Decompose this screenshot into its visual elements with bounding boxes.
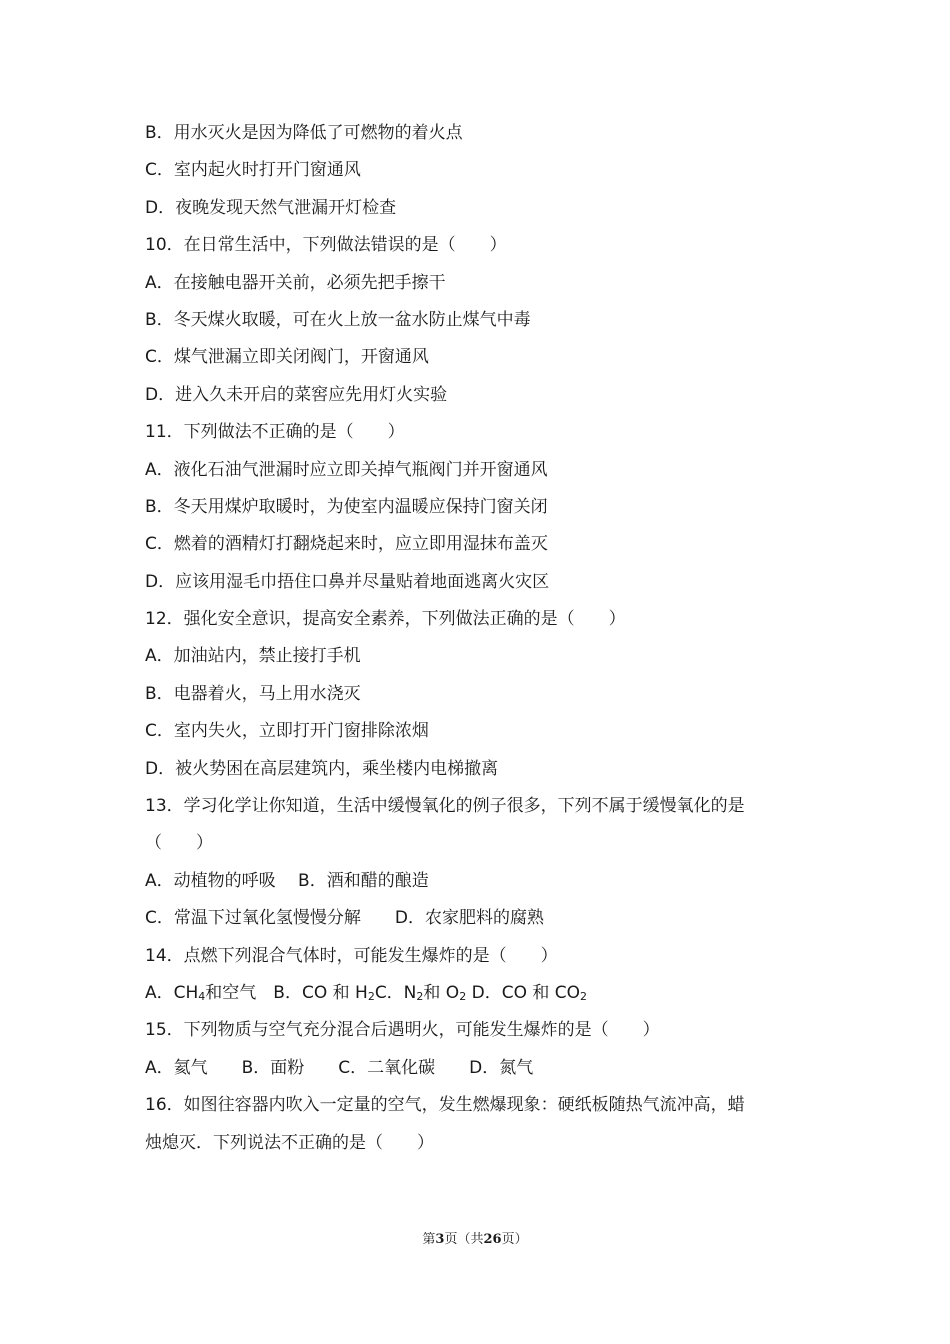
footer-mid: 页（共	[444, 1232, 484, 1247]
question-13-blank: （ ）	[145, 833, 213, 854]
question-16-stem-continued: 烛熄灭．下列说法不正确的是（ ）	[145, 1132, 434, 1153]
option-line: A．液化石油气泄漏时应立即关掉气瓶阀门并开窗通风	[145, 459, 548, 480]
question-10-stem: 10．在日常生活中，下列做法错误的是（ ）	[145, 235, 507, 256]
option-line: A．在接触电器开关前，必须先把手擦干	[145, 272, 446, 293]
footer-suffix: 页）	[501, 1232, 528, 1247]
question-content	[145, 115, 825, 1162]
option-c-text: C．N	[374, 982, 417, 1003]
option-line: D．应该用湿毛巾捂住口鼻并尽量贴着地面逃离火灾区	[145, 571, 550, 592]
option-line: B．冬天煤火取暖，可在火上放一盆水防止煤气中毒	[145, 309, 531, 330]
question-14-stem: 14．点燃下列混合气体时，可能发生爆炸的是（ ）	[145, 945, 558, 966]
option-c-text: 和 O	[423, 982, 460, 1003]
option-line: C．煤气泄漏立即关闭阀门，开窗通风	[145, 347, 429, 368]
option-line: C．室内失火，立即打开门窗排除浓烟	[145, 721, 429, 742]
subscript: 2	[367, 989, 375, 1003]
subscript: 4	[198, 989, 206, 1003]
footer-prefix: 第	[422, 1232, 436, 1247]
subscript: 2	[459, 989, 467, 1003]
page-footer	[0, 1228, 950, 1247]
option-a-text: 和空气	[205, 982, 257, 1003]
option-line: D．进入久未开启的菜窖应先用灯火实验	[145, 384, 448, 405]
question-14-options	[145, 975, 825, 1012]
option-line: C．室内起火时打开门窗通风	[145, 160, 361, 181]
question-16-stem: 16．如图往容器内吹入一定量的空气，发生燃爆现象：硬纸板随热气流冲高，蜡	[145, 1095, 745, 1116]
subscript: 2	[580, 989, 588, 1003]
option-line: B．电器着火，马上用水浇灭	[145, 683, 361, 704]
question-11-stem: 11．下列做法不正确的是（ ）	[145, 422, 405, 443]
subscript: 2	[416, 989, 424, 1003]
page-number: 3	[435, 1232, 445, 1247]
option-line: A．加油站内，禁止接打手机	[145, 646, 361, 667]
option-line: B．用水灭火是因为降低了可燃物的着火点	[145, 123, 463, 143]
option-d-text: D．CO 和 CO	[466, 982, 581, 1003]
question-15-stem: 15．下列物质与空气充分混合后遇明火，可能发生爆炸的是（ ）	[145, 1020, 660, 1041]
total-pages: 26	[483, 1232, 502, 1247]
option-line: C．常温下过氧化氢慢慢分解 D．农家肥料的腐熟	[145, 908, 544, 929]
option-line: C．燃着的酒精灯打翻烧起来时，应立即用湿抹布盖灭	[145, 534, 548, 555]
question-13-stem: 13．学习化学让你知道，生活中缓慢氧化的例子很多，下列不属于缓慢氧化的是	[145, 796, 745, 817]
option-line: D．被火势困在高层建筑内，乘坐楼内电梯撤离	[145, 758, 499, 779]
option-line: A．氦气 B．面粉 C．二氧化碳 D．氮气	[145, 1057, 534, 1078]
option-a-text: A．CH	[145, 982, 199, 1003]
option-b-text: B．CO 和 H	[256, 982, 368, 1003]
question-12-stem: 12．强化安全意识，提高安全素养，下列做法正确的是（ ）	[145, 609, 626, 630]
option-line: D．夜晚发现天然气泄漏开灯检查	[145, 197, 397, 218]
option-line: B．冬天用煤炉取暖时，为使室内温暖应保持门窗关闭	[145, 496, 548, 517]
option-line: A．动植物的呼吸 B．酒和醋的酿造	[145, 870, 429, 891]
